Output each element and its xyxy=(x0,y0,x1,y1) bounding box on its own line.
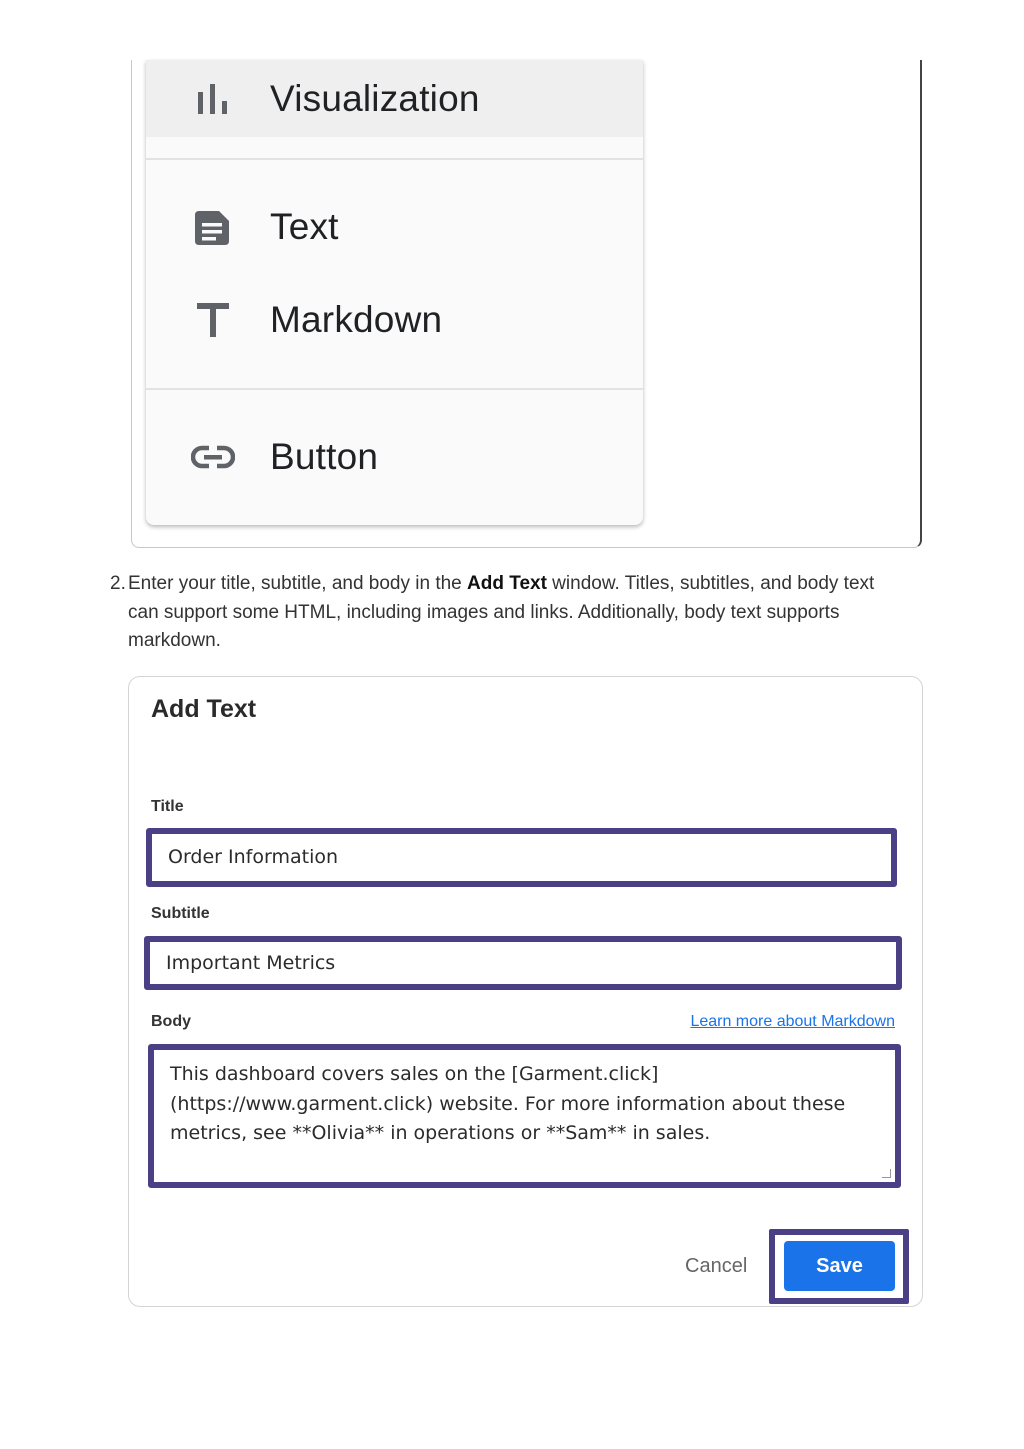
save-button[interactable]: Save xyxy=(784,1241,895,1291)
add-text-dialog xyxy=(128,676,923,1307)
link-icon xyxy=(190,434,236,480)
document-icon xyxy=(190,204,236,250)
menu-item-label: Button xyxy=(270,436,379,477)
step-text-bold: Add Text xyxy=(467,573,547,594)
subtitle-input[interactable] xyxy=(144,936,902,990)
step-text-part: window. Titles, subtitles, and body text can support some HTML, including images and links. Additionally, body text supports markdown. xyxy=(128,573,875,651)
add-tile-menu xyxy=(146,60,643,525)
step-text xyxy=(110,570,910,656)
letter-t-icon xyxy=(190,297,236,343)
title-label: Title xyxy=(151,798,184,815)
body-textarea-value: This dashboard covers sales on the [Garment.click](https://www.garment.click) website. For more information about these metrics, see **Olivia** in operations or **Sam** in sales. xyxy=(170,1063,846,1144)
instruction-step xyxy=(110,570,910,656)
menu-item-button[interactable] xyxy=(146,425,643,489)
menu-item-text[interactable] xyxy=(146,195,643,259)
body-label: Body xyxy=(151,1013,191,1030)
body-textarea[interactable] xyxy=(148,1044,901,1188)
step-number: 2. xyxy=(110,573,126,594)
learn-markdown-link[interactable]: Learn more about Markdown xyxy=(690,1013,895,1030)
dialog-title: Add Text xyxy=(151,695,257,723)
subtitle-input-value: Important Metrics xyxy=(166,952,336,974)
menu-item-visualization[interactable] xyxy=(146,60,643,137)
menu-item-label: Text xyxy=(270,206,339,247)
add-tile-menu-screenshot xyxy=(131,60,922,548)
menu-item-label: Visualization xyxy=(270,77,480,119)
menu-divider xyxy=(146,158,643,160)
title-input[interactable] xyxy=(146,828,897,887)
resize-handle-icon[interactable] xyxy=(882,1169,891,1178)
title-input-value: Order Information xyxy=(168,846,339,868)
step-text-part: Enter your title, subtitle, and body in the xyxy=(128,573,468,594)
menu-item-label: Markdown xyxy=(270,299,443,340)
bar-chart-icon xyxy=(190,76,236,122)
subtitle-label: Subtitle xyxy=(151,905,210,922)
menu-divider xyxy=(146,388,643,390)
cancel-button[interactable]: Cancel xyxy=(685,1255,748,1277)
menu-item-markdown[interactable] xyxy=(146,288,643,352)
